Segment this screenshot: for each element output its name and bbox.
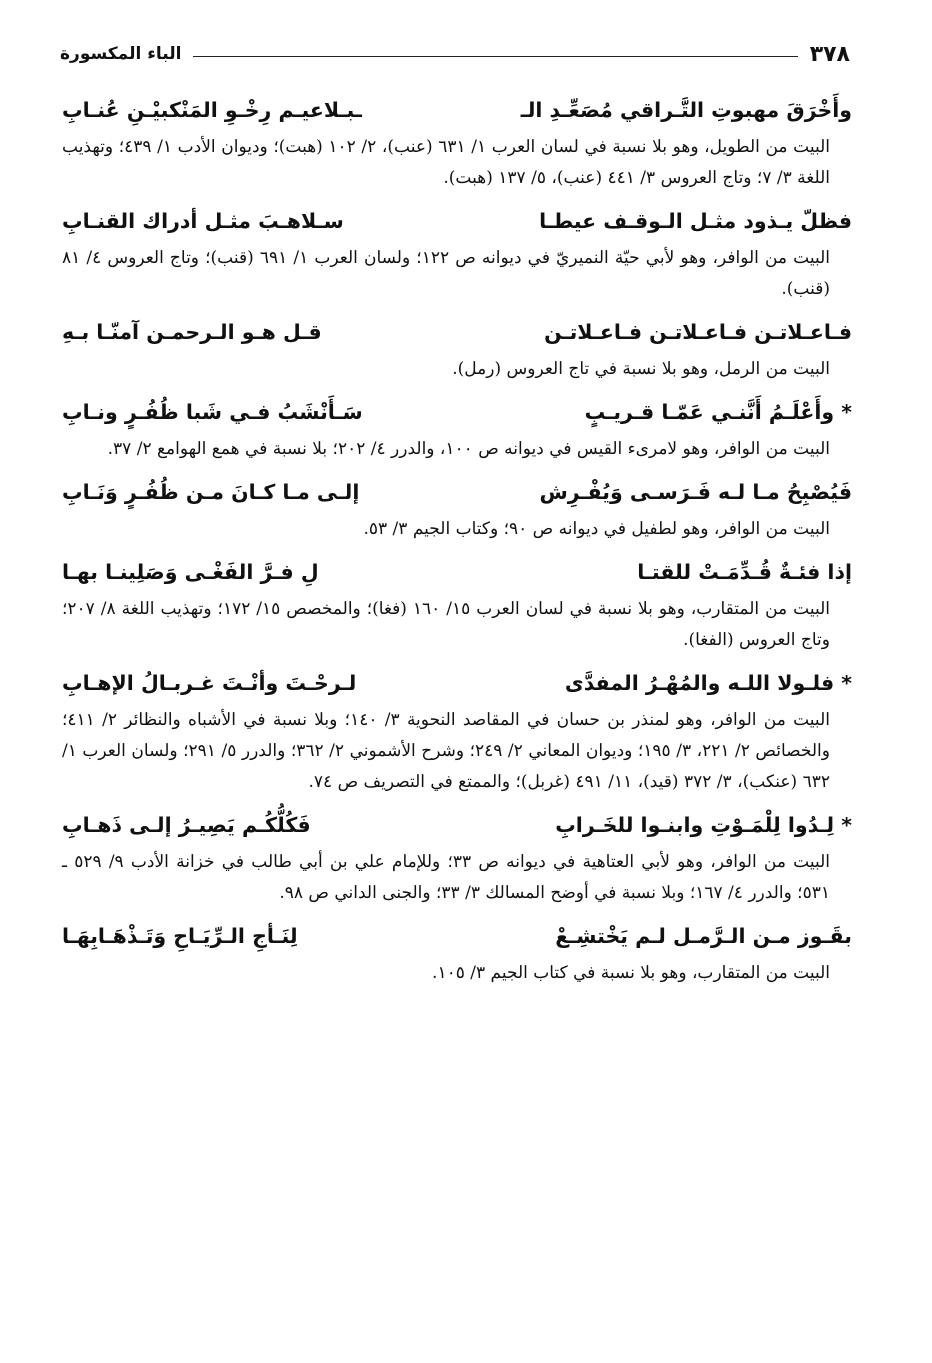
page-header [60, 36, 850, 72]
verse-entry [62, 661, 852, 798]
first-hemistich: * وأَعْلَـمُ أَنَّنـي عَمّـا قـريـبٍ [584, 400, 852, 424]
verse-commentary: البيت من الوافر، وهو لأبي العتاهية في ديوانه ص ٣٣؛ وللإمام علي بن أبي طالب في خزانة الأدب ٩/ ٥٢٩ ـ ٥٣١؛ والدرر ٤/ ١٦٧؛ وبلا نسبة في أوضح المسالك ٣/ ٣٣؛ والجنى الداني ص ٩٨. [62, 852, 830, 903]
first-hemistich: فظلّ يـذود مثـل الـوقـف عيطـا [539, 209, 852, 233]
page-number: ٣٧٨ [809, 41, 850, 67]
second-hemistich: قـل هـو الـرحمـن آمنّـا بـهِ [62, 320, 322, 344]
second-hemistich: فَكُلُّكُـم يَصِيـرُ إلـى ذَهـابِ [62, 813, 311, 837]
verse-commentary: البيت من المتقارب، وهو بلا نسبة في كتاب الجيم ٣/ ١٠٥. [432, 963, 830, 983]
verse-commentary: البيت من الوافر، وهو لمنذر بن حسان في المقاصد النحوية ٣/ ١٤٠؛ وبلا نسبة في الأشباه والنظائر ٢/ ٤١١؛ والخصائص ٢/ ٢٢١، ٣/ ١٩٥؛ وديوان المعاني ٢/ ٢٤٩؛ وشرح الأشموني ٢/ ٣٦٢؛ والدرر ٥/ ٢٩١؛ ولسان العرب ١/ ٦٣٢ (عنكب)، ٣/ ٣٧٢ (قيد)، ١١/ ٤٩١ (غربل)؛ والممتع في التصريف ص ٧٤. [62, 710, 830, 792]
verse-line [62, 803, 852, 847]
first-hemistich: * لِـدُوا لِلْمَـوْتِ وابنـوا للخَـرابِ [555, 813, 852, 837]
second-hemistich: سـلاهـبَ مثـل أدراك القنـابِ [62, 209, 344, 233]
verse-line [62, 390, 852, 434]
verse-entry [62, 199, 852, 305]
second-hemistich: لِ فـرَّ الفَغْـى وَصَلِينـا بهـا [62, 560, 319, 584]
verse-line [62, 914, 852, 958]
second-hemistich: سَـأَنْشَبُ فـي شَبا ظُفُـرٍ ونـابِ [62, 400, 363, 424]
verse-line [62, 88, 852, 132]
second-hemistich: لـرحْـتَ وأنْـتَ غـربـالُ الإهـابِ [62, 671, 357, 695]
verse-line [62, 661, 852, 705]
verse-entry [62, 470, 852, 545]
verse-commentary: البيت من الطويل، وهو بلا نسبة في لسان العرب ١/ ٦٣١ (عنب)، ٢/ ١٠٢ (هبت)؛ وديوان الأدب ١/ ٤٣٩؛ وتهذيب اللغة ٣/ ٧؛ وتاج العروس ٣/ ٤٤١ (عنب)، ٥/ ١٣٧ (هبت). [62, 137, 830, 188]
verse-entry [62, 88, 852, 194]
verse-entries [62, 88, 852, 994]
verse-line [62, 199, 852, 243]
first-hemistich: * فلـولا اللـه والمُهْـرُ المفدَّى [564, 671, 852, 695]
second-hemistich: إلـى مـا كـانَ مـن ظُفُـرٍ وَنَـابِ [62, 480, 360, 504]
verse-commentary: البيت من الوافر، وهو لأبي حيّة النميريّ في ديوانه ص ١٢٢؛ ولسان العرب ١/ ٦٩١ (قنب)؛ وتاج العروس ٤/ ٨١ (قنب). [62, 248, 830, 299]
first-hemistich: إذا فئـةٌ قُـدِّمَـتْ للقتـا [637, 560, 852, 584]
verse-entry [62, 310, 852, 385]
verse-commentary: البيت من الرمل، وهو بلا نسبة في تاج العروس (رمل). [452, 359, 830, 379]
verse-line [62, 470, 852, 514]
second-hemistich: ـبـلاعيـم رِخْـوِ المَنْكبيْـنِ عُنـابِ [62, 98, 362, 122]
verse-commentary: البيت من المتقارب، وهو بلا نسبة في لسان العرب ١٥/ ١٦٠ (فغا)؛ والمخصص ١٥/ ١٧٢؛ وتهذيب اللغة ٨/ ٢٠٧؛ وتاج العروس (الفغا). [62, 599, 830, 650]
verse-line [62, 550, 852, 594]
verse-line [62, 310, 852, 354]
running-title: الباء المكسورة [60, 44, 182, 64]
first-hemistich: بقَـوز مـن الـرَّمـل لـم يَخْتشِـعْ [555, 924, 852, 948]
verse-entry [62, 550, 852, 656]
first-hemistich: وأَخْرَقَ مهبوتِ التَّـراقي مُصَعِّـدِ الـ [520, 98, 852, 122]
verse-commentary: البيت من الوافر، وهو لطفيل في ديوانه ص ٩٠؛ وكتاب الجيم ٣/ ٥٣. [363, 519, 830, 539]
second-hemistich: لِنَـأجِ الـرِّيَـاحِ وَتَـذْهَـابِهَـا [62, 924, 298, 948]
first-hemistich: فـاعـلاتـن فـاعـلاتـن فـاعـلاتـن [544, 320, 852, 344]
verse-entry [62, 914, 852, 989]
verse-entry [62, 803, 852, 909]
header-rule [193, 56, 797, 57]
verse-commentary: البيت من الوافر، وهو لامرىء القيس في ديوانه ص ١٠٠، والدرر ٤/ ٢٠٢؛ بلا نسبة في همع الهوامع ٢/ ٣٧. [107, 439, 830, 459]
verse-entry [62, 390, 852, 465]
first-hemistich: فَيُصْبِحُ مـا لـه فَـرَسـى وَيُفْـرِش [539, 480, 852, 504]
